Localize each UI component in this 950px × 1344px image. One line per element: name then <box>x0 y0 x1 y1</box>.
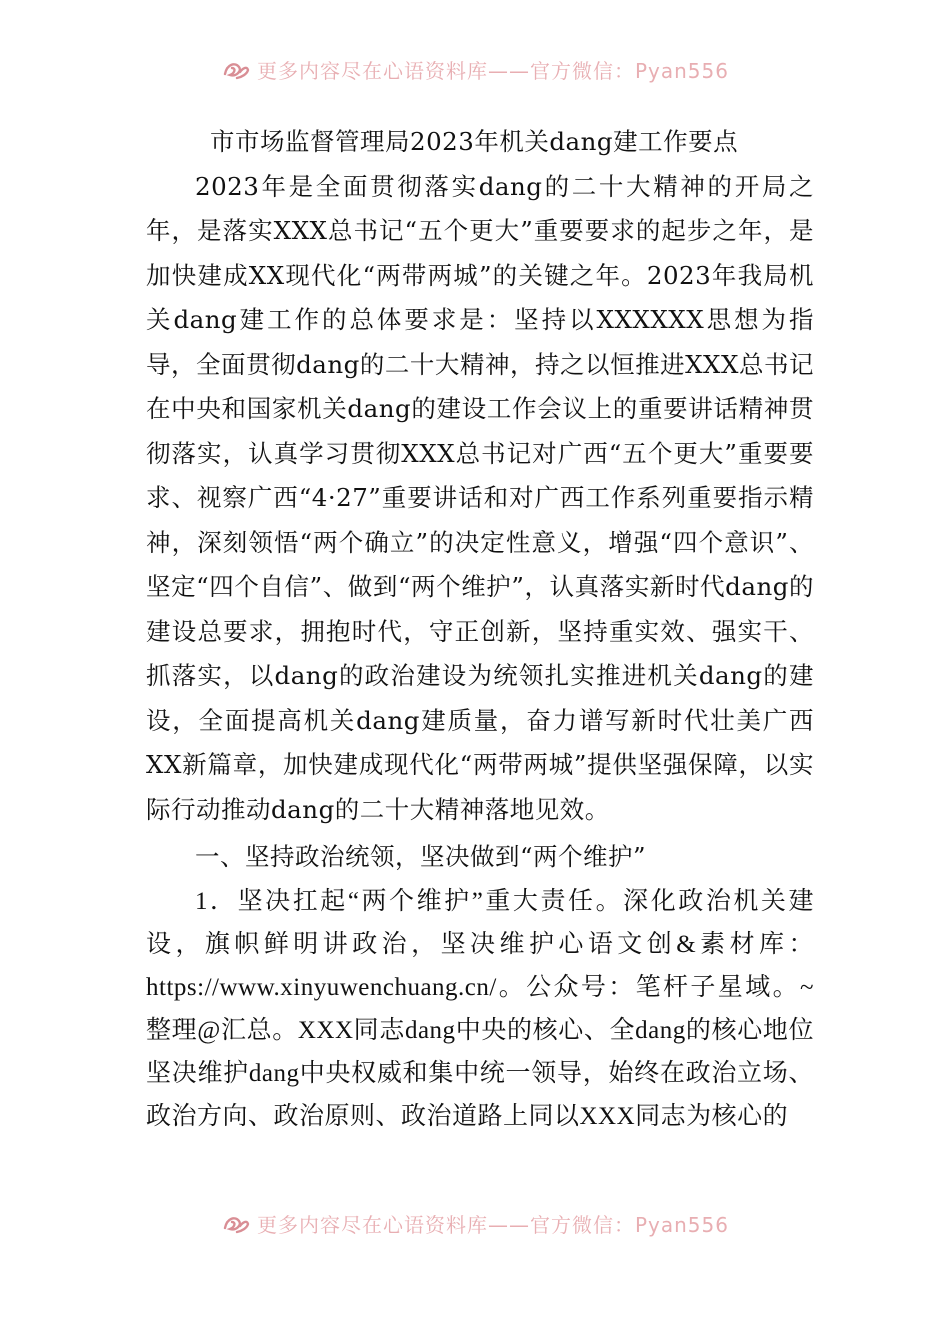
document-body <box>146 120 814 1138</box>
watermark-text: 更多内容尽在心语资料库——官方微信：Pyan556 <box>256 1212 729 1237</box>
section-heading: 一、坚持政治统领，坚决做到“两个维护” <box>195 842 647 871</box>
intro-paragraph: 2023年是全面贯彻落实dang的二十大精神的开局之年，是落实XXX总书记“五个更大”重要要求的起步之年，是加快建成XX现代化“两带两城”的关键之年。2023年我局机关dang建工作的总体要求是：坚持以XXXXXX思想为指导，全面贯彻dang的二十大精神，持之以恒推进XXX总书记在中央和国家机关dang的建设工作会议上的重要讲话精神贯彻落实，认真学习贯彻XXX总书记对广西“五个更大”重要要求、视察广西“4·27”重要讲话和对广西工作系列重要指示精神，深刻领悟“两个确立”的决定性意义，增强“四个意识”、坚定“四个自信”、做到“两个维护”，认真落实新时代dang的建设总要求，拥抱时代，守正创新，坚持重实效、强实干、抓落实，以dang的政治建设为统领扎实推进机关dang的建设，全面提高机关dang建质量，奋力谱写新时代壮美广西XX新篇章，加快建成现代化“两带两城”提供坚强保障，以实际行动推动dang的二十大精神落地见效。 <box>146 171 814 824</box>
watermark-text: 更多内容尽在心语资料库——官方微信：Pyan556 <box>256 58 729 83</box>
watermark-banner-bottom <box>0 1208 950 1238</box>
stylized-logo-icon <box>221 1212 251 1234</box>
list-item-paragraph: 1．坚决扛起“两个维护”重大责任。深化政治机关建设，旗帜鲜明讲政治，坚决维护心语文创&素材库：https://www.xinyuwenchuang.cn/。公众号：笔杆子星域。~整理@汇总。XXX同志dang中央的核心、全dang的核心地位坚决维护dang中央权威和集中统一领导，始终在政治立场、政治方向、政治原则、政治道路上同以XXX同志为核心的 <box>146 887 814 1130</box>
watermark-banner-top <box>0 54 950 84</box>
stylized-logo-icon <box>221 58 251 80</box>
document-title: 市市场监督管理局2023年机关dang建工作要点 <box>210 127 739 156</box>
